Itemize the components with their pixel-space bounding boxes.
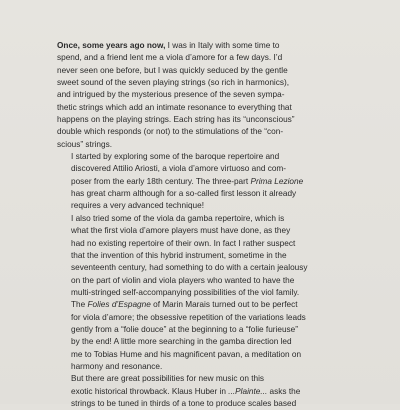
work-title: Prima Lezione bbox=[250, 176, 304, 186]
text-line bbox=[57, 299, 357, 311]
text-line: requires a very advanced technique! bbox=[71, 201, 204, 211]
text-line: multi-stringed self-accompanying possibilities of the viol family. bbox=[71, 287, 300, 297]
text-run: exotic historical throwback. Klaus Huber in bbox=[71, 386, 229, 396]
text-line: by the end! A little more searching in the gamba direction led bbox=[71, 337, 292, 347]
paragraph-3 bbox=[57, 213, 357, 299]
text-line: double which responds (or not) to the stimulations of the “con- bbox=[57, 127, 284, 137]
text-line: seventeenth century, had something to do with a certain jealousy bbox=[71, 263, 308, 273]
text-line: never seen one before, but I was quickly seduced by the gentle bbox=[57, 65, 288, 75]
text-run: I was in Italy with some time to bbox=[165, 41, 280, 50]
text-line: scious” strings. bbox=[57, 139, 113, 149]
paragraph-4 bbox=[57, 299, 357, 373]
text-line: strings to be tuned in thirds of a tone to produce scales based bbox=[71, 398, 297, 408]
text-line: had no existing repertoire of their own. In fact I rather suspect bbox=[71, 238, 296, 248]
text-line: happens on the playing strings. Each string has its “unconscious” bbox=[57, 115, 295, 125]
liner-notes-text bbox=[57, 40, 357, 410]
text-run: asks the bbox=[267, 386, 301, 396]
text-line: I also tried some of the viola da gamba repertoire, which is bbox=[71, 213, 285, 223]
text-line: what the first viola d’amore players must have done, as they bbox=[71, 226, 291, 236]
text-line: has great charm although for a so-called first lesson it already bbox=[71, 189, 297, 199]
text-line bbox=[57, 40, 357, 52]
paragraph-1 bbox=[57, 40, 357, 151]
text-line: spend, and a friend lent me a viola d’amore for a few days. I’d bbox=[57, 53, 283, 63]
text-line: sweet sound of the seven playing strings (so rich in harmonics), bbox=[57, 78, 290, 88]
text-line: for viola d’amore; the obsessive repetition of the variations leads bbox=[71, 312, 306, 322]
text-line bbox=[57, 386, 357, 398]
text-line: I started by exploring some of the baroque repertoire and bbox=[71, 152, 280, 162]
text-line: on the part of violin and viola players who wanted to have the bbox=[71, 275, 295, 285]
work-title: Folies d’Espagne bbox=[87, 300, 151, 310]
text-line: and intrigued by the mysterious presence of the seven sympa- bbox=[57, 90, 285, 100]
paragraph-2 bbox=[57, 151, 357, 213]
text-run: poser from the early 18th century. The three-part bbox=[71, 176, 251, 186]
work-title: ...Plainte... bbox=[228, 386, 268, 396]
text-line: harmony and resonance. bbox=[71, 361, 163, 371]
text-line: But there are great possibilities for new music on this bbox=[71, 374, 265, 384]
paragraph-5 bbox=[57, 373, 357, 410]
text-line: me to Tobias Hume and his magnificent pavan, a meditation on bbox=[71, 349, 302, 359]
text-line bbox=[57, 176, 357, 188]
text-line: discovered Attilio Ariosti, a viola d’amore virtuoso and com- bbox=[71, 164, 287, 174]
text-run: of Marin Marais turned out to be perfect bbox=[150, 300, 298, 310]
text-line: thetic strings which add an intimate resonance to everything that bbox=[57, 102, 292, 112]
text-line: gently from a “folie douce” at the beginning to a “folie furieuse” bbox=[71, 324, 299, 334]
lead-in: Once, some years ago now, bbox=[57, 41, 166, 50]
text-line: that the invention of this hybrid instrument, sometime in the bbox=[71, 250, 287, 260]
text-run: The bbox=[71, 300, 88, 310]
